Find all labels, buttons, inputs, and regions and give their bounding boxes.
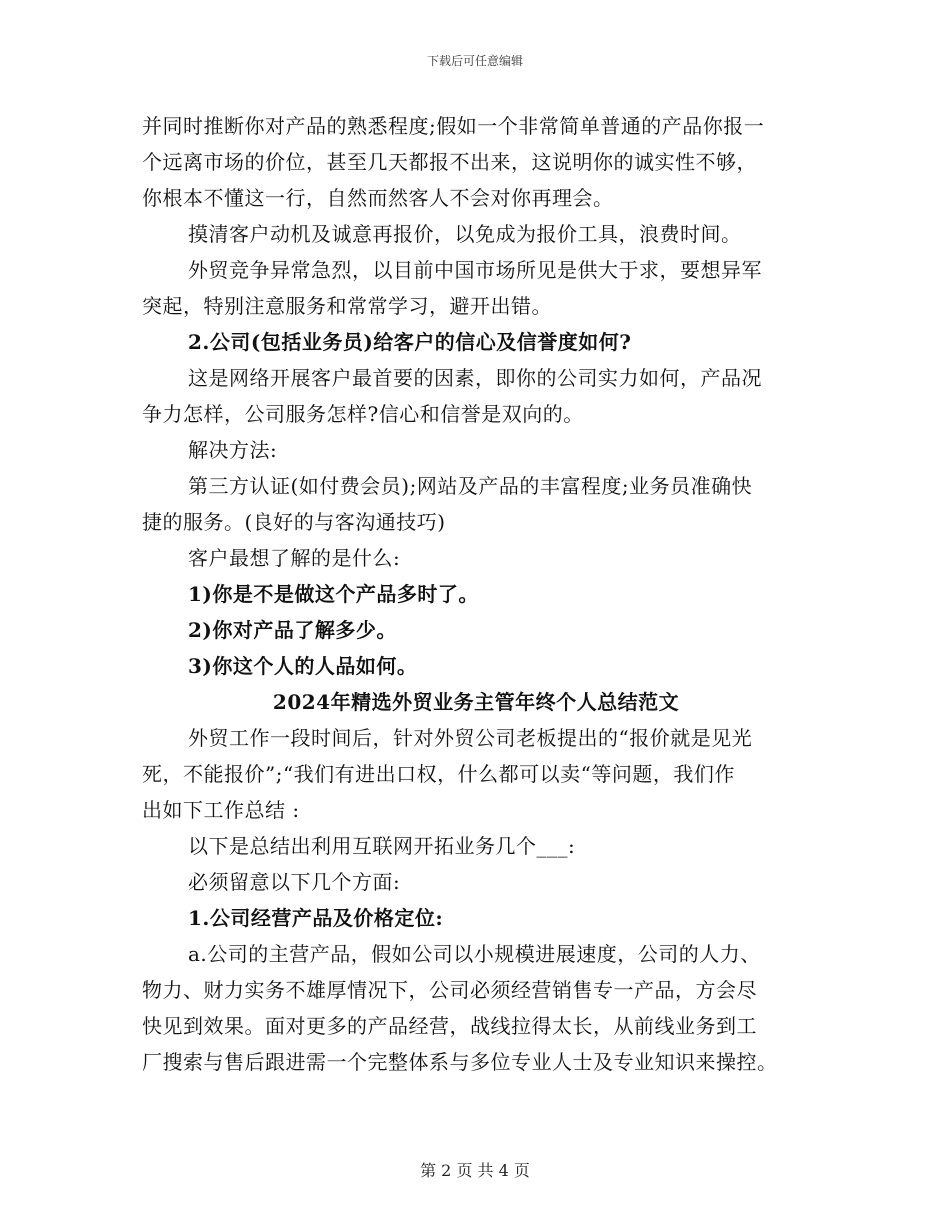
paragraph-line: 突起，特别注意服务和常常学习，避开出错。 — [142, 294, 552, 318]
paragraph-line: 快见到效果。面对更多的产品经营，战线拉得太长，从前线业务到工 — [142, 1014, 757, 1038]
paragraph-line: 个远离市场的价位，甚至几天都报不出来，这说明你的诚实性不够， — [142, 150, 757, 174]
paragraph-line: 并同时推断你对产品的熟悉程度;假如一个非常简单普通的产品你报一 — [142, 114, 765, 138]
paragraph-line: 客户最想了解的是什么: — [188, 546, 401, 570]
paragraph-line: 物力、财力实务不雄厚情况下，公司必须经营销售专一产品，方会尽 — [142, 978, 757, 1002]
paragraph-line: 第三方认证(如付费会员);网站及产品的丰富程度;业务员准确快 — [188, 474, 753, 498]
document-title: 2024年精选外贸业务主管年终个人总结范文 — [272, 690, 680, 714]
paragraph-line: 出如下工作总结 : — [142, 798, 300, 822]
paragraph-line: a.公司的主营产品，假如公司以小规模进展速度，公司的人力、 — [188, 942, 761, 966]
paragraph-line: 这是网络开展客户最首要的因素，即你的公司实力如何，产品况 — [188, 366, 762, 390]
paragraph-line: 必须留意以下几个方面: — [188, 870, 401, 894]
paragraph-line: 解决方法: — [188, 438, 278, 462]
paragraph-line: 捷的服务。(良好的与客沟通技巧) — [142, 510, 446, 534]
document-body — [142, 108, 810, 1080]
paragraph-line: 死，不能报价”;“我们有进出口权，什么都可以卖“等问题，我们作 — [142, 762, 735, 786]
paragraph-line: 摸清客户动机及诚意再报价，以免成为报价工具，浪费时间。 — [188, 222, 742, 246]
page-number: 第 2 页 共 4 页 — [420, 1161, 530, 1180]
list-item: 1)你是不是做这个产品多时了。 — [188, 582, 479, 606]
paragraph-line: 厂搜索与售后跟进需一个完整体系与多位专业人士及专业知识来操控。 — [142, 1050, 778, 1074]
paragraph-line: 以下是总结出利用互联网开拓业务几个___: — [188, 834, 576, 858]
section-heading: 1.公司经营产品及价格定位: — [188, 906, 444, 930]
paragraph-line: 你根本不懂这一行，自然而然客人不会对你再理会。 — [142, 186, 614, 210]
paragraph-line: 外贸工作一段时间后，针对外贸公司老板提出的“报价就是见光 — [188, 726, 753, 750]
section-heading: 2.公司(包括业务员)给客户的信心及信誉度如何? — [188, 330, 632, 354]
paragraph-line: 争力怎样，公司服务怎样?信心和信誉是双向的。 — [142, 402, 584, 426]
page-header: 下载后可任意编辑 — [426, 54, 523, 68]
paragraph-line: 外贸竞争异常急烈，以目前中国市场所见是供大于求，要想异军 — [188, 258, 762, 282]
list-item: 3)你这个人的人品如何。 — [188, 654, 418, 678]
list-item: 2)你对产品了解多少。 — [188, 618, 397, 642]
